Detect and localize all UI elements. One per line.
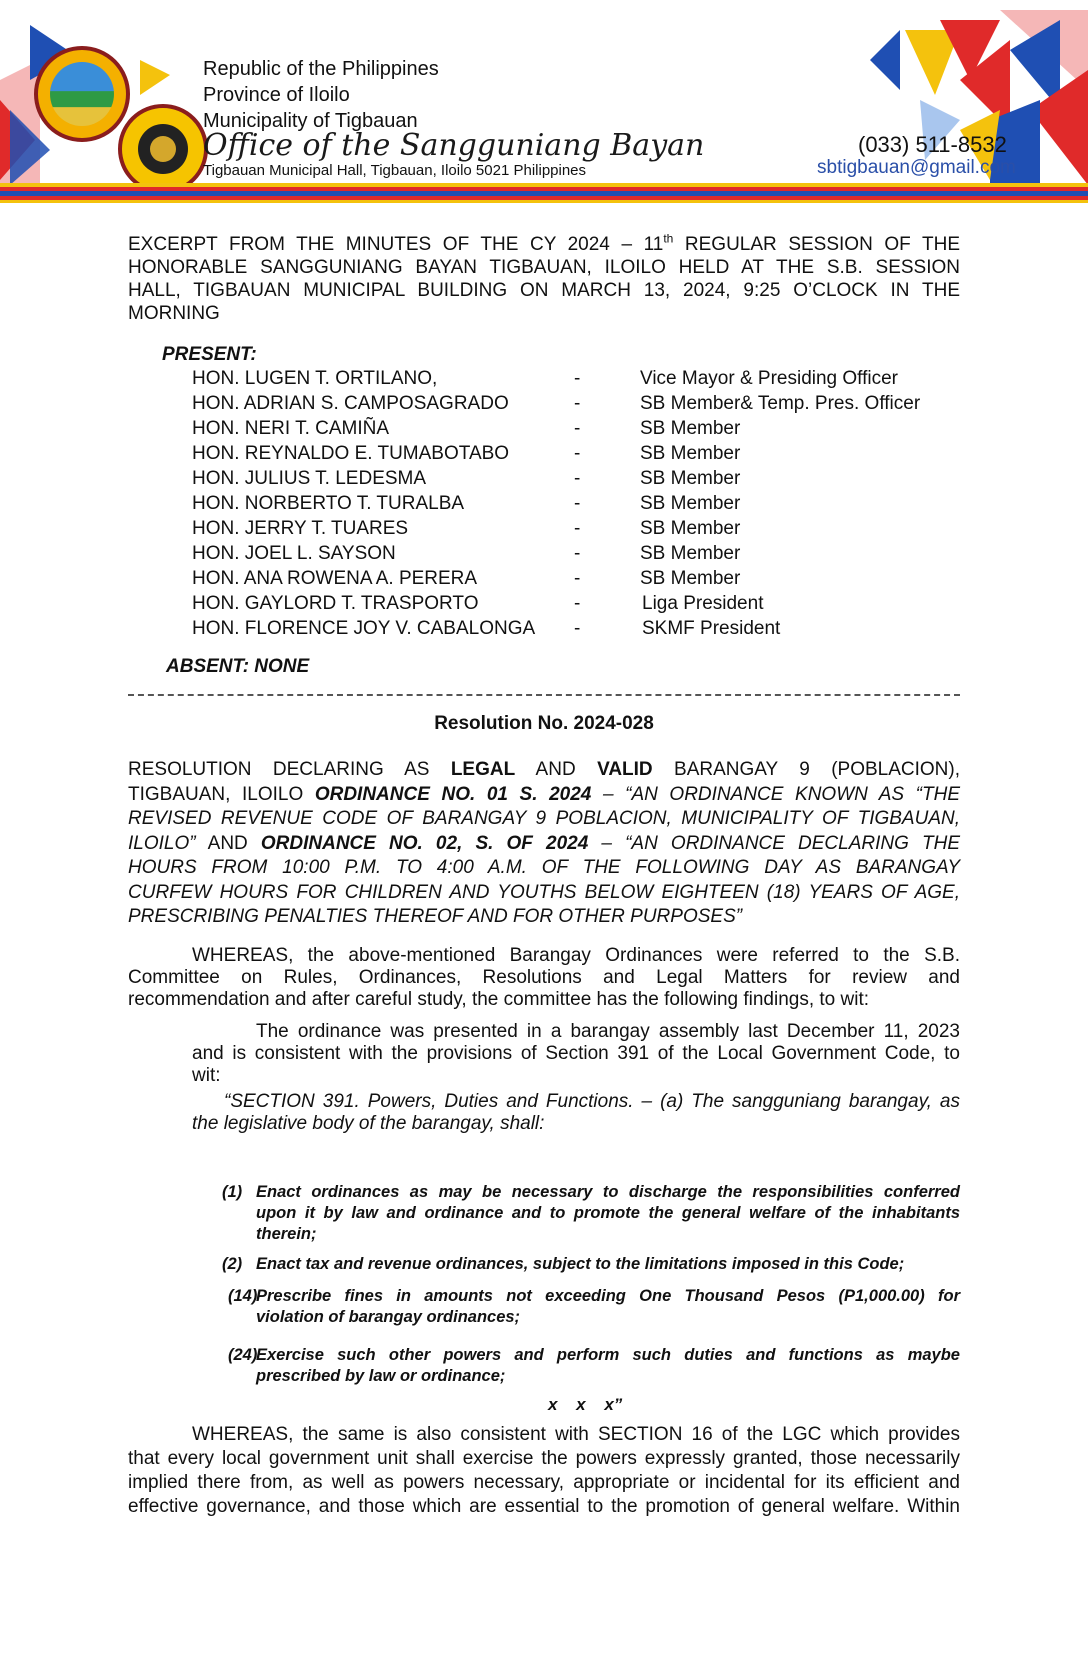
attendee-name: HON. JULIUS T. LEDESMA [192,468,427,489]
whereas-paragraph-1: WHEREAS, the above-mentioned Barangay Ordinances were referred to the S.B. Committee on Rules, Ordinances, Resolutions and Legal Matters for review and recommendation and after careful study, the committee has the following findings, to wit: [128,945,960,1010]
attendee-name: HON. NERI T. CAMIÑA [192,418,390,439]
attendee-role: SB Member [640,543,741,564]
title-line: HOURS FROM 10:00 P.M. TO 4:00 A.M. OF THE FOLLOWING DAY AS BARANGAY [128,857,960,878]
attendee-row [192,443,952,468]
sangguniang-bayan-seal [118,104,208,194]
attendee-name: HON. LUGEN T. ORTILANO, [192,368,438,389]
attendee-role: SB Member [640,493,741,514]
attendee-row [192,518,952,543]
attendee-dash: - [574,543,581,564]
attendee-role: SB Member [640,418,741,439]
title-line: REVISED REVENUE CODE OF BARANGAY 9 POBLACION, MUNICIPALITY OF TIGBAUAN, [128,808,960,829]
heading-line: HONORABLE SANGGUNIANG BAYAN TIGBAUAN, ILOILO HELD AT THE S.B. SESSION [128,257,960,279]
attendee-row [192,393,952,418]
letterhead [0,0,1088,205]
finding-paragraph: The ordinance was presented in a barangay assembly last December 11, 2023 and is consistent with the provisions of Section 391 of the Local Government Code, to wit: [192,1021,960,1086]
attendee-name: HON. GAYLORD T. TRASPORTO [192,593,479,614]
attendee-name: HON. JOEL L. SAYSON [192,543,396,564]
attendee-role: Liga President [642,593,764,614]
office-address: Tigbauan Municipal Hall, Tigbauan, Iloilo 5021 Philippines [203,162,587,179]
attendee-row [192,368,952,393]
municipality-line: Municipality of Tigbauan [203,110,418,132]
attendee-role: SB Member& Temp. Pres. Officer [640,393,921,414]
attendee-dash: - [574,468,581,489]
attendee-name: HON. JERRY T. TUARES [192,518,409,539]
attendee-row [192,618,952,643]
title-line: ILOILO” AND ORDINANCE NO. 02, S. OF 2024 – “AN ORDINANCE DECLARING THE [128,832,961,854]
attendee-name: HON. ADRIAN S. CAMPOSAGRADO [192,393,509,414]
attendee-role: SB Member [640,568,741,589]
section-391-quote: “SECTION 391. Powers, Duties and Functions. – (a) The sangguniang barangay, as the legislative body of the barangay, shall: [192,1091,960,1134]
title-line: RESOLUTION DECLARING AS LEGAL AND VALID BARANGAY 9 (POBLACION), [128,759,960,780]
attendee-dash: - [574,368,581,389]
republic-line: Republic of the Philippines [203,58,439,80]
attendee-name: HON. FLORENCE JOY V. CABALONGA [192,618,536,639]
separator [128,694,960,696]
minutes-heading [128,228,960,325]
attendee-row [192,418,952,443]
office-title: Office of the Sangguniang Bayan [203,128,705,163]
ellipsis-mark: x x x” [548,1395,623,1414]
absent-label: ABSENT: NONE [166,656,310,677]
attendee-dash: - [574,518,581,539]
municipality-seal [34,46,130,142]
resolution-title [128,758,960,930]
heading-line: HALL, TIGBAUAN MUNICIPAL BUILDING ON MARCH 13, 2024, 9:25 O’CLOCK IN THE [128,280,960,302]
attendee-row [192,568,952,593]
attendee-name: HON. NORBERTO T. TURALBA [192,493,465,514]
attendee-name: HON. ANA ROWENA A. PERERA [192,568,478,589]
attendee-dash: - [574,618,581,639]
header-stripes [0,183,1088,203]
email-address: sbtigbauan@gmail.com [817,157,1016,178]
power-item: (1) Enact ordinances as may be necessary to discharge the responsibilities conferred upon it by law and ordinance and to promote the general welfare of the inhabitants therein; [222,1183,960,1243]
phone-number: (033) 511-8532 [858,132,1007,157]
attendee-dash: - [574,593,581,614]
whereas-paragraph-2: WHEREAS, the same is also consistent with SECTION 16 of the LGC which provides that every local government unit shall exercise the powers expressly granted, those necessarily implied there from, as well as powers necessary, appropriate or incidental for its efficient and effective governance, and those which are essential to the promotion of general welfare. Within [128,1424,960,1517]
attendee-role: SKMF President [642,618,781,639]
attendee-dash: - [574,493,581,514]
attendee-role: SB Member [640,518,741,539]
resolution-number: Resolution No. 2024-028 [434,713,654,734]
attendee-dash: - [574,568,581,589]
present-label: PRESENT: [162,344,257,365]
attendee-row [192,543,952,568]
power-item: (14) Prescribe fines in amounts not exceeding One Thousand Pesos (P1,000.00) for violation of barangay ordinances; [228,1287,960,1326]
province-line: Province of Iloilo [203,84,350,106]
attendee-role: SB Member [640,443,741,464]
attendee-row [192,593,952,618]
heading-line: MORNING [128,303,220,325]
attendee-role: Vice Mayor & Presiding Officer [640,368,899,389]
attendee-dash: - [574,393,581,414]
attendee-row [192,468,952,493]
title-line: TIGBAUAN, ILOILO ORDINANCE NO. 01 S. 2024 – “AN ORDINANCE KNOWN AS “THE [128,783,960,805]
title-line: CURFEW HOURS FOR CHILDREN AND YOUTHS BELOW EIGHTEEN (18) YEARS OF AGE, [128,881,960,903]
power-item: (2) Enact tax and revenue ordinances, subject to the limitations imposed in this Code; [222,1255,905,1273]
title-line: PRESCRIBING PENALTIES THEREOF AND FOR OTHER PURPOSES” [128,906,743,927]
attendee-dash: - [574,443,581,464]
attendee-dash: - [574,418,581,439]
attendee-row [192,493,952,518]
power-item: (24) Exercise such other powers and perform such duties and functions as maybe prescribed by law or ordinance; [228,1346,960,1385]
attendee-name: HON. REYNALDO E. TUMABOTABO [192,443,510,464]
attendee-role: SB Member [640,468,741,489]
heading-line: EXCERPT FROM THE MINUTES OF THE CY 2024 – 11th REGULAR SESSION OF THE [128,232,960,256]
